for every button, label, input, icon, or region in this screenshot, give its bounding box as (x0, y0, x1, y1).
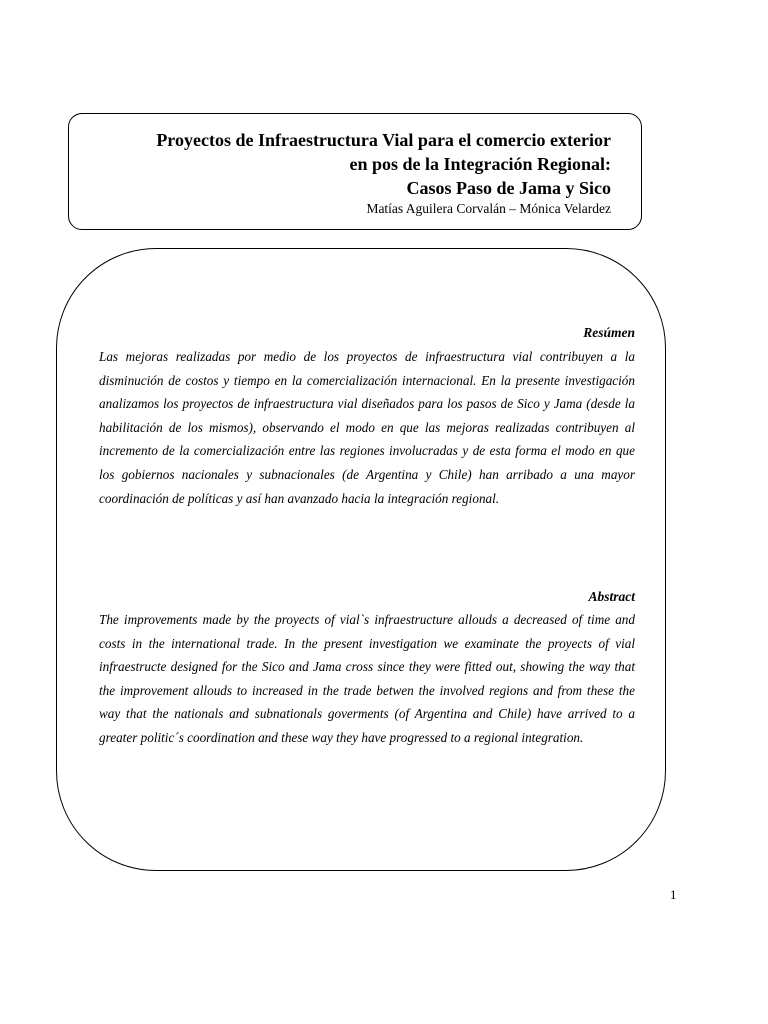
resumen-heading: Resúmen (583, 325, 635, 340)
authors: Matías Aguilera Corvalán – Mónica Velardez (366, 201, 611, 216)
title-line-3: Casos Paso de Jama y Sico (406, 178, 611, 198)
abstract-body: The improvements made by the proyects of vial`s infraestructure allouds a decreased of time and costs in the international trade. In the present investigation we examinate the proyects of vial infraestructe designed for the Sico and Jama cross since they were fitted out, showing the way that the improvement allouds to increased in the trade betwen the involved regions and from these the way that the nationals and subnationals goverments (of Argentina and Chile) have arrived to a greater politic´s coordination and these way they have progressed to a regional integration. (99, 612, 635, 745)
abstract-box (56, 248, 666, 871)
page-number: 1 (670, 887, 677, 902)
title-line-2: en pos de la Integración Regional: (349, 154, 611, 174)
title-box (68, 113, 642, 230)
resumen-body: Las mejoras realizadas por medio de los proyectos de infraestructura vial contribuyen a la disminución de costos y tiempo en la comercialización internacional. En la presente investigación analizamos los proyectos de infraestructura vial diseñados para los pasos de Sico y Jama (desde la habilitación de los mismos), observando el modo en que las mejoras realizadas contribuyen al incremento de la comercialización entre las regiones involucradas y de esta forma el modo en que los gobiernos nacionales y subnacionales (de Argentina y Chile) han arribado a una mayor coordinación de políticas y así han avanzado hacia la integración regional. (99, 349, 635, 506)
abstract-heading: Abstract (588, 589, 635, 604)
title-line-1: Proyectos de Infraestructura Vial para el comercio exterior (156, 130, 611, 150)
